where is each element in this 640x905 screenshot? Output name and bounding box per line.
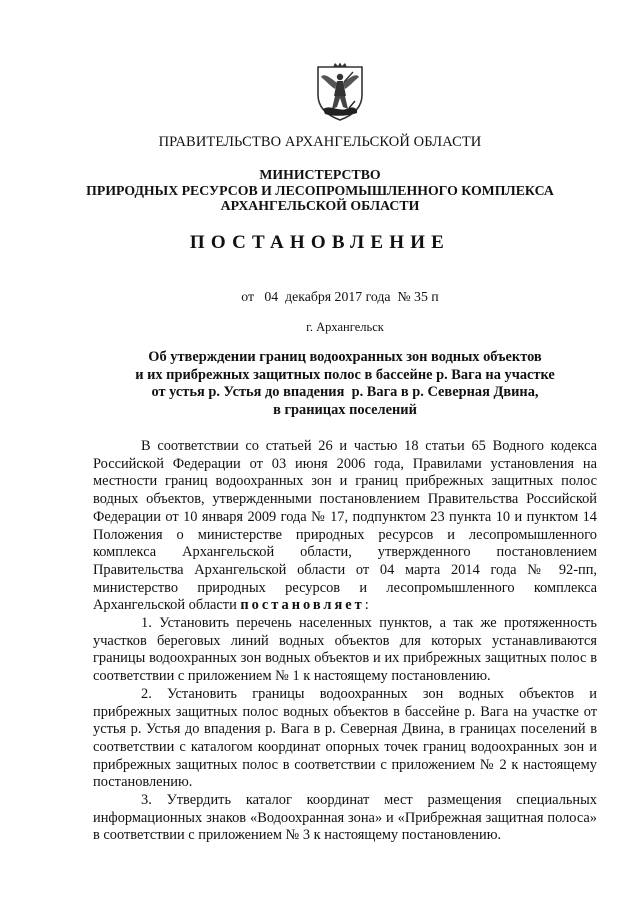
document-city: г. Архангельск xyxy=(306,320,384,334)
preamble-text: В соответствии со статьей 26 и частью 18 статьи 65 Водного кодекса Российской Федерации от 03 июня 2006 года, Правилами установления на местности границ водоохранных зон и границ прибрежных защитных полос водных объектов, утвержденными постановлением Правительства Российской Федерации от 10 января 2009 года № 17, подпунктом 23 пункта 10 и пунктом 14 Положения о министерстве природных ресурсов и лесопромышленного комплекса Архангельской области, утвержденного постановлением Правительства Архангельской области от 04 марта 2014 года № 92-пп, министерство природных ресурсов и лесопромышленного комплекса Архангельской области xyxy=(93,438,597,614)
ministry-name xyxy=(0,167,640,214)
resolution-item-1: 1. Установить перечень населенных пунктов, а так же протяженность участков береговых линий водных объектов для которых устанавливаются границы водоохранных зон водных объектов и их прибрежных защитных полос в соответствии с приложением № 1 к настоящему постановлению. xyxy=(93,615,597,685)
ministry-line: АРХАНГЕЛЬСКОЙ ОБЛАСТИ xyxy=(220,198,420,213)
document-type-heading: ПОСТАНОВЛЕНИЕ xyxy=(189,232,451,253)
ministry-line: ПРИРОДНЫХ РЕСУРСОВ И ЛЕСОПРОМЫШЛЕННОГО КОМПЛЕКСА xyxy=(86,182,554,198)
document-body xyxy=(93,438,597,845)
title-line: в границах поселений xyxy=(273,401,417,418)
resolves-word: постановляет xyxy=(240,597,365,614)
resolution-item-3: 3. Утвердить каталог координат мест размещения специальных информационных знаков «Водоохранная зона» и «Прибрежная защитная полоса» в соответствии с приложением № 3 к настоящему постановлению. xyxy=(93,792,597,844)
document-title xyxy=(0,349,640,419)
preamble-paragraph xyxy=(93,438,597,615)
resolves-colon: : xyxy=(364,597,369,614)
resolution-item-2: 2. Установить границы водоохранных зон водных объектов и прибрежных защитных полос водных объектов в бассейне р. Вага на участке от устья р. Устья до впадения р. Вага в р. Северная Двина, в границах поселений в соответствии с каталогом координат опорных точек границ водоохранных зон и прибрежных защитных полос в соответствии с приложением № 2 к настоящему постановлению. xyxy=(93,685,597,791)
government-name: ПРАВИТЕЛЬСТВО АРХАНГЕЛЬСКОЙ ОБЛАСТИ xyxy=(158,134,482,150)
title-line: и их прибрежных защитных полос в бассейне р. Вага на участке xyxy=(135,366,555,383)
coat-of-arms-emblem xyxy=(313,63,367,123)
ministry-line: МИНИСТЕРСТВО xyxy=(259,167,381,182)
title-line: Об утверждении границ водоохранных зон водных объектов xyxy=(148,349,542,365)
document-date-number: от 04 декабря 2017 года № 35 п xyxy=(241,289,439,304)
title-line: от устья р. Устья до впадения р. Вага в р. Северная Двина, xyxy=(151,384,539,400)
